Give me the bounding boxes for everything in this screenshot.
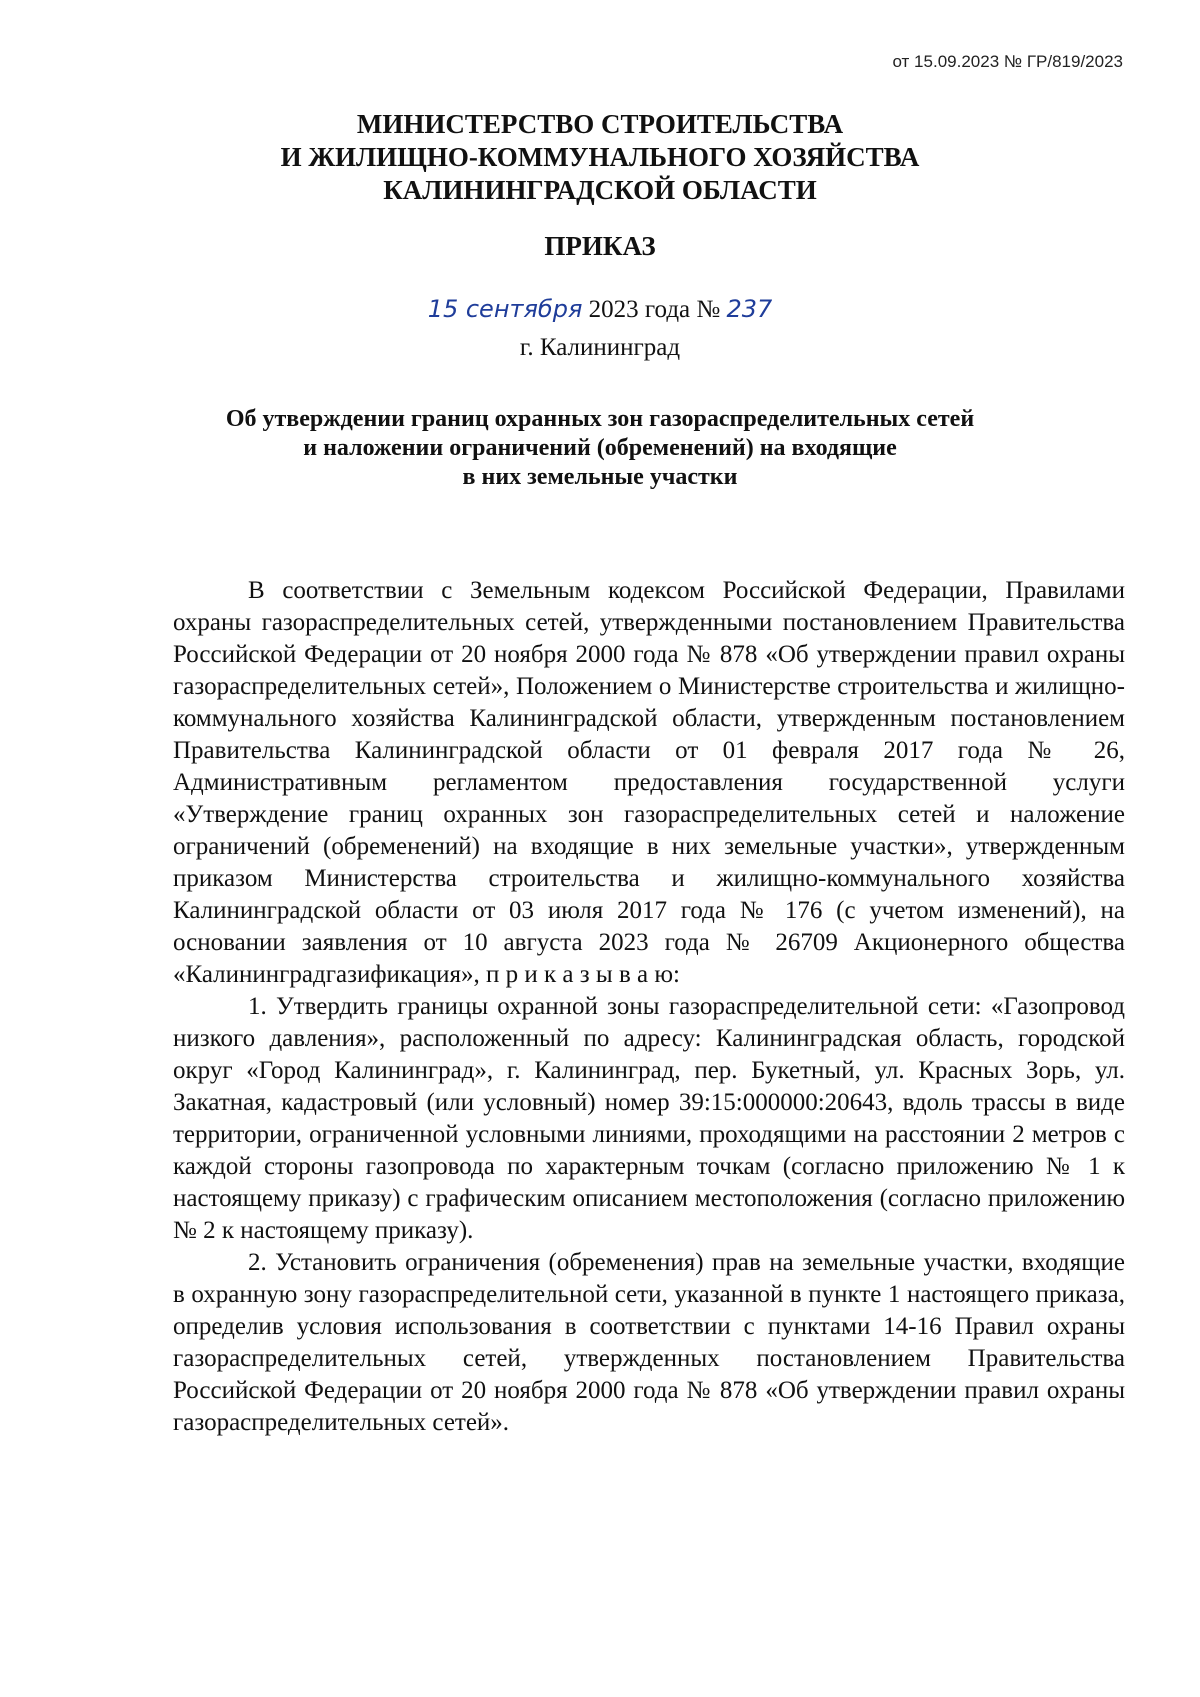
subject-line-1: Об утверждении границ охранных зон газораспределительных сетей	[225, 406, 975, 432]
ministry-header	[0, 108, 1200, 207]
order-subject	[0, 405, 1200, 492]
subject-line-2: и наложении ограничений (обременений) на входящие	[303, 435, 897, 461]
order-title: ПРИКАЗ	[544, 231, 656, 261]
city: г. Калининград	[519, 334, 681, 361]
order-body	[173, 575, 1125, 1439]
handwritten-number: 237	[726, 295, 773, 323]
subject-line-3: в них земельные участки	[462, 464, 738, 490]
clause-2-paragraph: 2. Установить ограничения (обременения) прав на земельные участки, входящие в охранную зону газораспределительной сети, указанной в пункте 1 настоящего приказа, определив условия использования в соответствии с пунктами 14-16 Правил охраны газораспределительных сетей, утвержденных постановлением Правительства Российской Федерации от 20 ноября 2000 года № 878 «Об утверждении правил охраны газораспределительных сетей».	[173, 1249, 1125, 1436]
registration-number: от 15.09.2023 № ГР/819/2023	[892, 52, 1123, 71]
year-text: 2023 года №	[588, 296, 721, 323]
ministry-line-3: КАЛИНИНГРАДСКОЙ ОБЛАСТИ	[383, 175, 817, 205]
handwritten-date: 15 сентября	[427, 295, 583, 323]
clause-1-paragraph: 1. Утвердить границы охранной зоны газораспределительной сети: «Газопровод низкого давления», расположенный по адресу: Калининградская область, городской округ «Город Калининград», г. Калининград, пер. Букетный, ул. Красных Зорь, ул. Закатная, кадастровый (или условный) номер 39:15:000000:20643, вдоль трассы в виде территории, ограниченной условными линиями, проходящими на расстоянии 2 метров с каждой стороны газопровода по характерным точкам (согласно приложению № 1 к настоящему приказу) с графическим описанием местоположения (согласно приложению № 2 к настоящему приказу).	[173, 993, 1125, 1244]
preamble-paragraph: В соответствии с Земельным кодексом Российской Федерации, Правилами охраны газораспределительных сетей, утвержденными постановлением Правительства Российской Федерации от 20 ноября 2000 года № 878 «Об утверждении правил охраны газораспределительных сетей», Положением о Министерстве строительства и жилищно-коммунального хозяйства Калининградской области, утвержденным постановлением Правительства Калининградской области от 01 февраля 2017 года № 26, Административным регламентом предоставления государственной услуги «Утверждение границ охранных зон газораспределительных сетей и наложение ограничений (обременений) на входящие в них земельные участки», утвержденным приказом Министерства строительства и жилищно-коммунального хозяйства Калининградской области от 03 июля 2017 года № 176 (с учетом изменений), на основании заявления от 10 августа 2023 года № 26709 Акционерного общества «Калининградгазификация», п р и к а з ы в а ю:	[173, 577, 1125, 988]
ministry-line-2: И ЖИЛИЩНО-КОММУНАЛЬНОГО ХОЗЯЙСТВА	[280, 142, 920, 172]
ministry-line-1: МИНИСТЕРСТВО СТРОИТЕЛЬСТВА	[356, 109, 844, 139]
order-dateline	[0, 295, 1200, 324]
